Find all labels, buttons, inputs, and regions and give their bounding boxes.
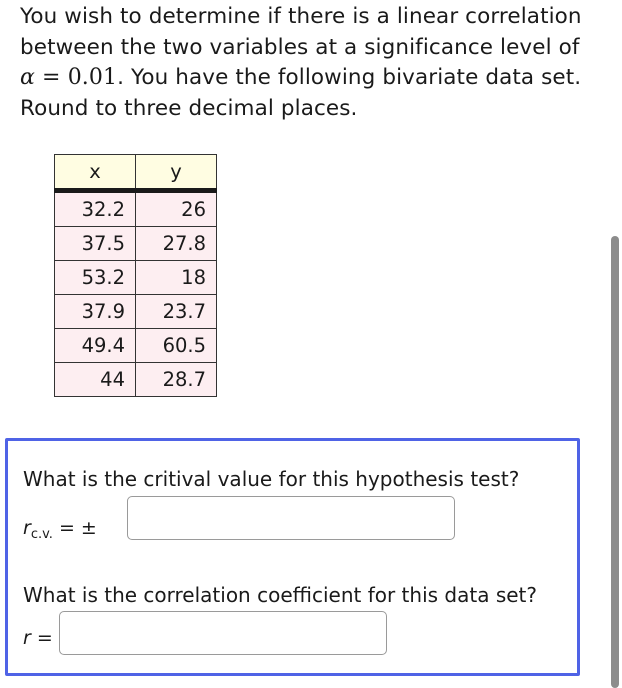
- cell-x: 49.4: [55, 329, 136, 363]
- cell-x: 53.2: [55, 261, 136, 295]
- bivariate-data-table: [54, 154, 217, 397]
- table-row: [55, 329, 217, 363]
- intro-line-2: between the two variables at a significance level of: [20, 34, 580, 60]
- correlation-label: [23, 627, 53, 649]
- r-symbol: r: [23, 517, 31, 539]
- cv-subscript: c.v.: [30, 527, 53, 542]
- correlation-coefficient-input[interactable]: [59, 611, 387, 655]
- intro-line-4: Round to three decimal places.: [20, 95, 358, 121]
- intro-line-1: You wish to determine if there is a linear correlation: [20, 4, 582, 29]
- column-header-y: y: [136, 155, 217, 191]
- cell-y: 26: [136, 191, 217, 227]
- cell-x: 37.5: [55, 227, 136, 261]
- cell-y: 27.8: [136, 227, 217, 261]
- table-header-row: [55, 155, 217, 191]
- r-symbol: r: [23, 627, 31, 649]
- cell-y: 18: [136, 261, 217, 295]
- critical-value-input[interactable]: [127, 496, 455, 540]
- plus-minus-sign: ±: [80, 517, 97, 539]
- intro-line-3-rest: . You have the following bivariate data set.: [117, 65, 582, 90]
- problem-statement: [20, 2, 610, 124]
- question-panel: [5, 438, 580, 676]
- table-row: [55, 295, 217, 329]
- vertical-scrollbar[interactable]: [611, 236, 619, 688]
- table-row: [55, 363, 217, 397]
- cell-x: 44: [55, 363, 136, 397]
- intro-line-3: [20, 63, 610, 94]
- cell-y: 23.7: [136, 295, 217, 329]
- equals-sign: =: [30, 627, 53, 649]
- cell-y: 60.5: [136, 329, 217, 363]
- cell-y: 28.7: [136, 363, 217, 397]
- cell-x: 37.9: [55, 295, 136, 329]
- critical-value-label: [23, 517, 97, 542]
- alpha-expression: [20, 65, 117, 90]
- critical-value-question: What is the critival value for this hypothesis test?: [23, 467, 520, 491]
- column-header-x: x: [55, 155, 136, 191]
- alpha-symbol: α: [20, 65, 35, 90]
- equals-sign: =: [52, 517, 81, 539]
- alpha-value: = 0.01: [34, 65, 118, 90]
- table-row: [55, 191, 217, 227]
- table-row: [55, 227, 217, 261]
- correlation-question: What is the correlation coefficient for this data set?: [23, 583, 537, 607]
- cell-x: 32.2: [55, 191, 136, 227]
- table-row: [55, 261, 217, 295]
